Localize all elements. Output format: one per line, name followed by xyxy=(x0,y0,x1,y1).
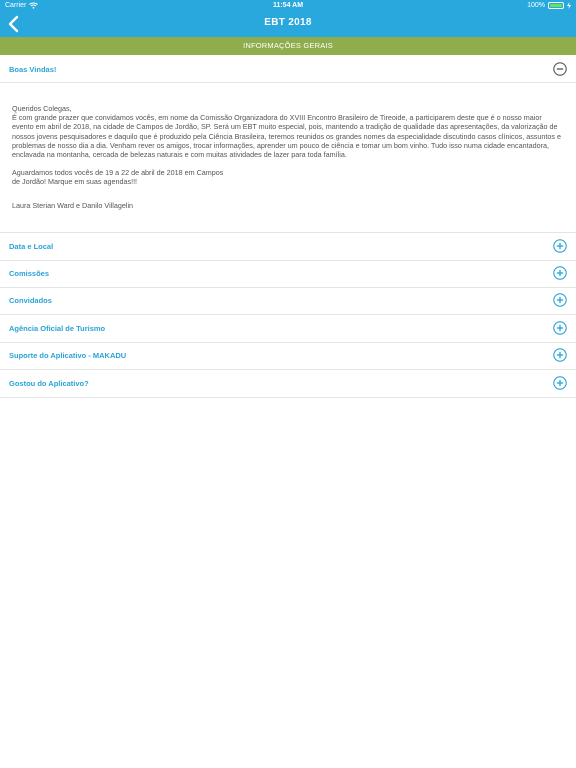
accordion-welcome[interactable] xyxy=(0,55,576,83)
expand-plus-icon[interactable] xyxy=(553,348,567,362)
accordion-label: Comissões xyxy=(9,269,50,278)
expand-plus-icon[interactable] xyxy=(553,266,567,280)
accordion-suporte-app[interactable] xyxy=(0,342,576,370)
accordion-label: Gostou do Aplicativo? xyxy=(9,379,89,388)
accordion-convidados[interactable] xyxy=(0,287,576,315)
battery-info xyxy=(527,2,571,9)
signature-text: Laura Sterian Ward e Danilo Villagelin xyxy=(12,200,134,210)
accordion-label: Data e Local xyxy=(9,242,54,251)
accordion-comissoes[interactable] xyxy=(0,260,576,288)
invite-line-1: Aguardamos todos vocês de 19 a 22 de abril de 2018 em Campos xyxy=(12,168,224,178)
expand-plus-icon[interactable] xyxy=(553,376,567,390)
accordion-label: Suporte do Aplicativo - MAKADU xyxy=(9,351,127,360)
charging-icon xyxy=(567,2,571,9)
battery-icon xyxy=(548,2,564,9)
expand-plus-icon[interactable] xyxy=(553,293,567,307)
accordion-data-local[interactable] xyxy=(0,233,576,261)
collapse-minus-icon[interactable] xyxy=(553,62,567,76)
battery-percent: 100% xyxy=(527,2,545,9)
invite-line-2: de Jordão! Marque em suas agendas!!! xyxy=(12,177,138,187)
expand-plus-icon[interactable] xyxy=(553,321,567,335)
carrier-label: Carrier xyxy=(5,2,27,9)
expand-plus-icon[interactable] xyxy=(553,239,567,253)
accordion-label: Agência Oficial de Turismo xyxy=(9,324,106,333)
accordion-label: Convidados xyxy=(9,296,52,305)
accordion-gostou-app[interactable] xyxy=(0,370,576,398)
accordion-agencia-turismo[interactable] xyxy=(0,315,576,343)
page-title: EBT 2018 xyxy=(264,17,312,28)
status-time: 11:54 AM xyxy=(272,2,304,9)
welcome-body-text: É com grande prazer que convidamos vocês, em nome da Comissão Organizadora do XVIII Encontro Brasileiro de Tireoide, a participarem deste que é o nosso maior evento em abril de 2018, na cidade de Campos de Jordão, SP. Será um EBT muito especial, pois, mantendo a tradição de qualidade das apresentações, da valorização de nossos jovens pesquisadores e daquilo que é produzido pela Ciência Brasileira, teremos reunidos os grandes nomes da especialidade discutindo casos clínicos, assuntos e problemas de nosso dia a dia. Venham rever os amigos, trocar informações, aprender um pouco de ciência e tomar um bom vinho. Tudo isso numa cidade encantadora, enclavada na montanha, cercada de belezas naturais e com muitas atividades de lazer para toda família. xyxy=(12,113,561,160)
navigation-bar xyxy=(0,0,576,37)
status-bar xyxy=(0,0,576,12)
accordion-label-welcome: Boas Vindas! xyxy=(9,65,57,74)
greeting-text: Queridos Colegas, xyxy=(12,104,72,113)
section-subheader: INFORMAÇÕES GERAIS xyxy=(0,37,576,55)
welcome-content xyxy=(12,104,564,210)
